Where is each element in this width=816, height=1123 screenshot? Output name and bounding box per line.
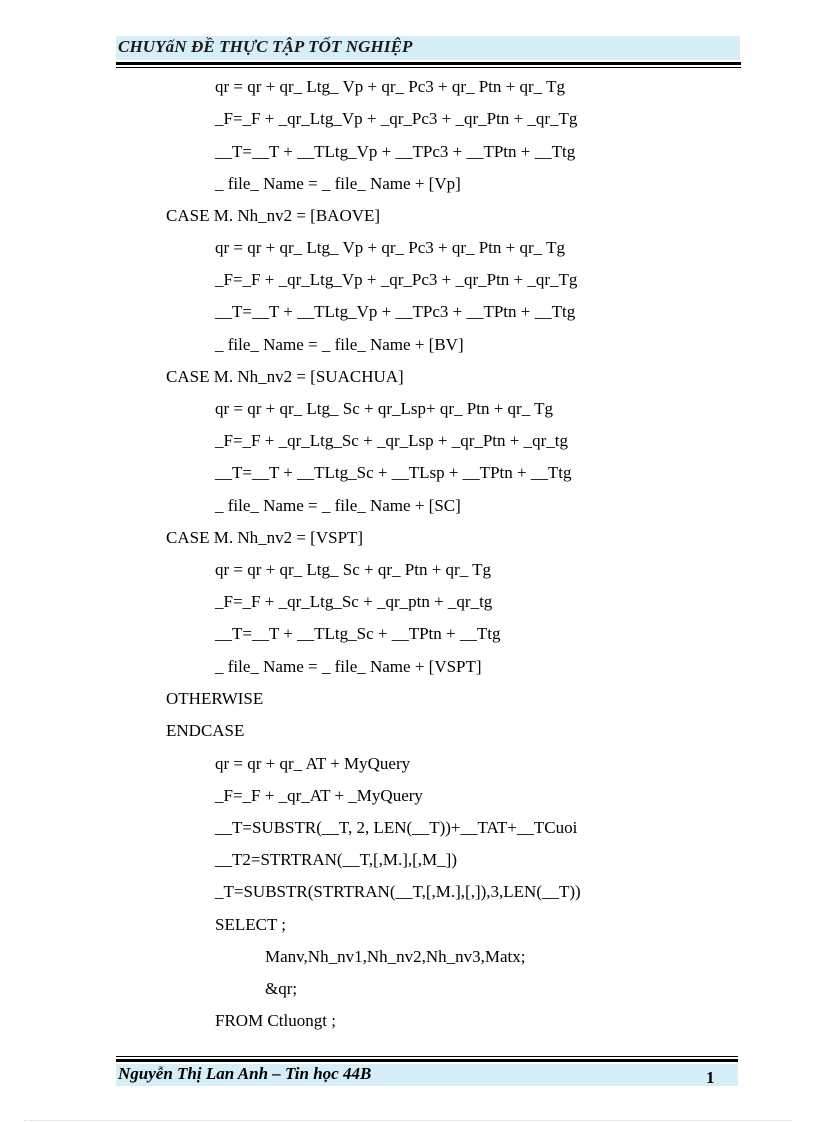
code-line: __T=__T + __TLtg_Sc + __TLsp + __TPtn + __Ttg — [215, 463, 572, 482]
header-rule — [116, 62, 741, 65]
code-line: ENDCASE — [166, 721, 245, 740]
code-line: FROM Ctluongt ; — [215, 1011, 336, 1030]
code-line: __T=__T + __TLtg_Vp + __TPc3 + __TPtn + __Ttg — [215, 302, 576, 321]
code-line: _F=_F + _qr_Ltg_Sc + _qr_ptn + _qr_tg — [215, 592, 493, 611]
code-line: _F=_F + _qr_AT + _MyQuery — [215, 786, 423, 805]
code-line: _T=SUBSTR(STRTRAN(__T,[,M.],[,]),3,LEN(__T)) — [215, 882, 581, 901]
footer-author: Nguyễn Thị Lan Anh – Tin học 44B — [118, 1064, 372, 1083]
code-line: _ file_ Name = _ file_ Name + [BV] — [215, 335, 464, 354]
code-line: _F=_F + _qr_Ltg_Sc + _qr_Lsp + _qr_Ptn + _qr_tg — [215, 431, 568, 450]
code-line: CASE M. Nh_nv2 = [SUACHUA] — [166, 367, 404, 386]
code-line: qr = qr + qr_ Ltg_ Sc + qr_ Ptn + qr_ Tg — [215, 560, 492, 579]
code-line: __T=__T + __TLtg_Vp + __TPc3 + __TPtn + __Ttg — [215, 142, 576, 161]
code-line: __T=SUBSTR(__T, 2, LEN(__T))+__TAT+__TCuoi — [215, 818, 578, 837]
page-number: 1 — [706, 1068, 715, 1087]
code-line: _F=_F + _qr_Ltg_Vp + _qr_Pc3 + _qr_Ptn + _qr_Tg — [215, 109, 578, 128]
code-line: _ file_ Name = _ file_ Name + [SC] — [215, 496, 461, 515]
code-line: CASE M. Nh_nv2 = [BAOVE] — [166, 206, 381, 225]
code-line: _ file_ Name = _ file_ Name + [VSPT] — [215, 657, 482, 676]
code-line: qr = qr + qr_ Ltg_ Sc + qr_Lsp+ qr_ Ptn + qr_ Tg — [215, 399, 554, 418]
code-line: _F=_F + _qr_Ltg_Vp + _qr_Pc3 + _qr_Ptn + _qr_Tg — [215, 270, 578, 289]
header-title: CHUYấN ĐỀ THỰC TẬP TỐT NGHIỆP — [118, 37, 413, 56]
footer-rule-thin — [116, 1056, 738, 1057]
code-line: Manv,Nh_nv1,Nh_nv2,Nh_nv3,Matx; — [265, 947, 526, 966]
page-edge-divider — [24, 1120, 792, 1121]
footer-rule — [116, 1059, 738, 1062]
code-line: &qr; — [265, 979, 298, 998]
code-line: __T=__T + __TLtg_Sc + __TPtn + __Ttg — [215, 624, 501, 643]
code-line: qr = qr + qr_ Ltg_ Vp + qr_ Pc3 + qr_ Ptn + qr_ Tg — [215, 238, 565, 257]
code-line: CASE M. Nh_nv2 = [VSPT] — [166, 528, 364, 547]
code-line: OTHERWISE — [166, 689, 264, 708]
code-line: qr = qr + qr_ AT + MyQuery — [215, 754, 411, 773]
code-line: __T2=STRTRAN(__T,[,M.],[,M_]) — [215, 850, 457, 869]
code-line: _ file_ Name = _ file_ Name + [Vp] — [215, 174, 461, 193]
code-line: SELECT ; — [215, 915, 286, 934]
code-line: qr = qr + qr_ Ltg_ Vp + qr_ Pc3 + qr_ Ptn + qr_ Tg — [215, 77, 565, 96]
header-rule-thin — [116, 67, 741, 68]
